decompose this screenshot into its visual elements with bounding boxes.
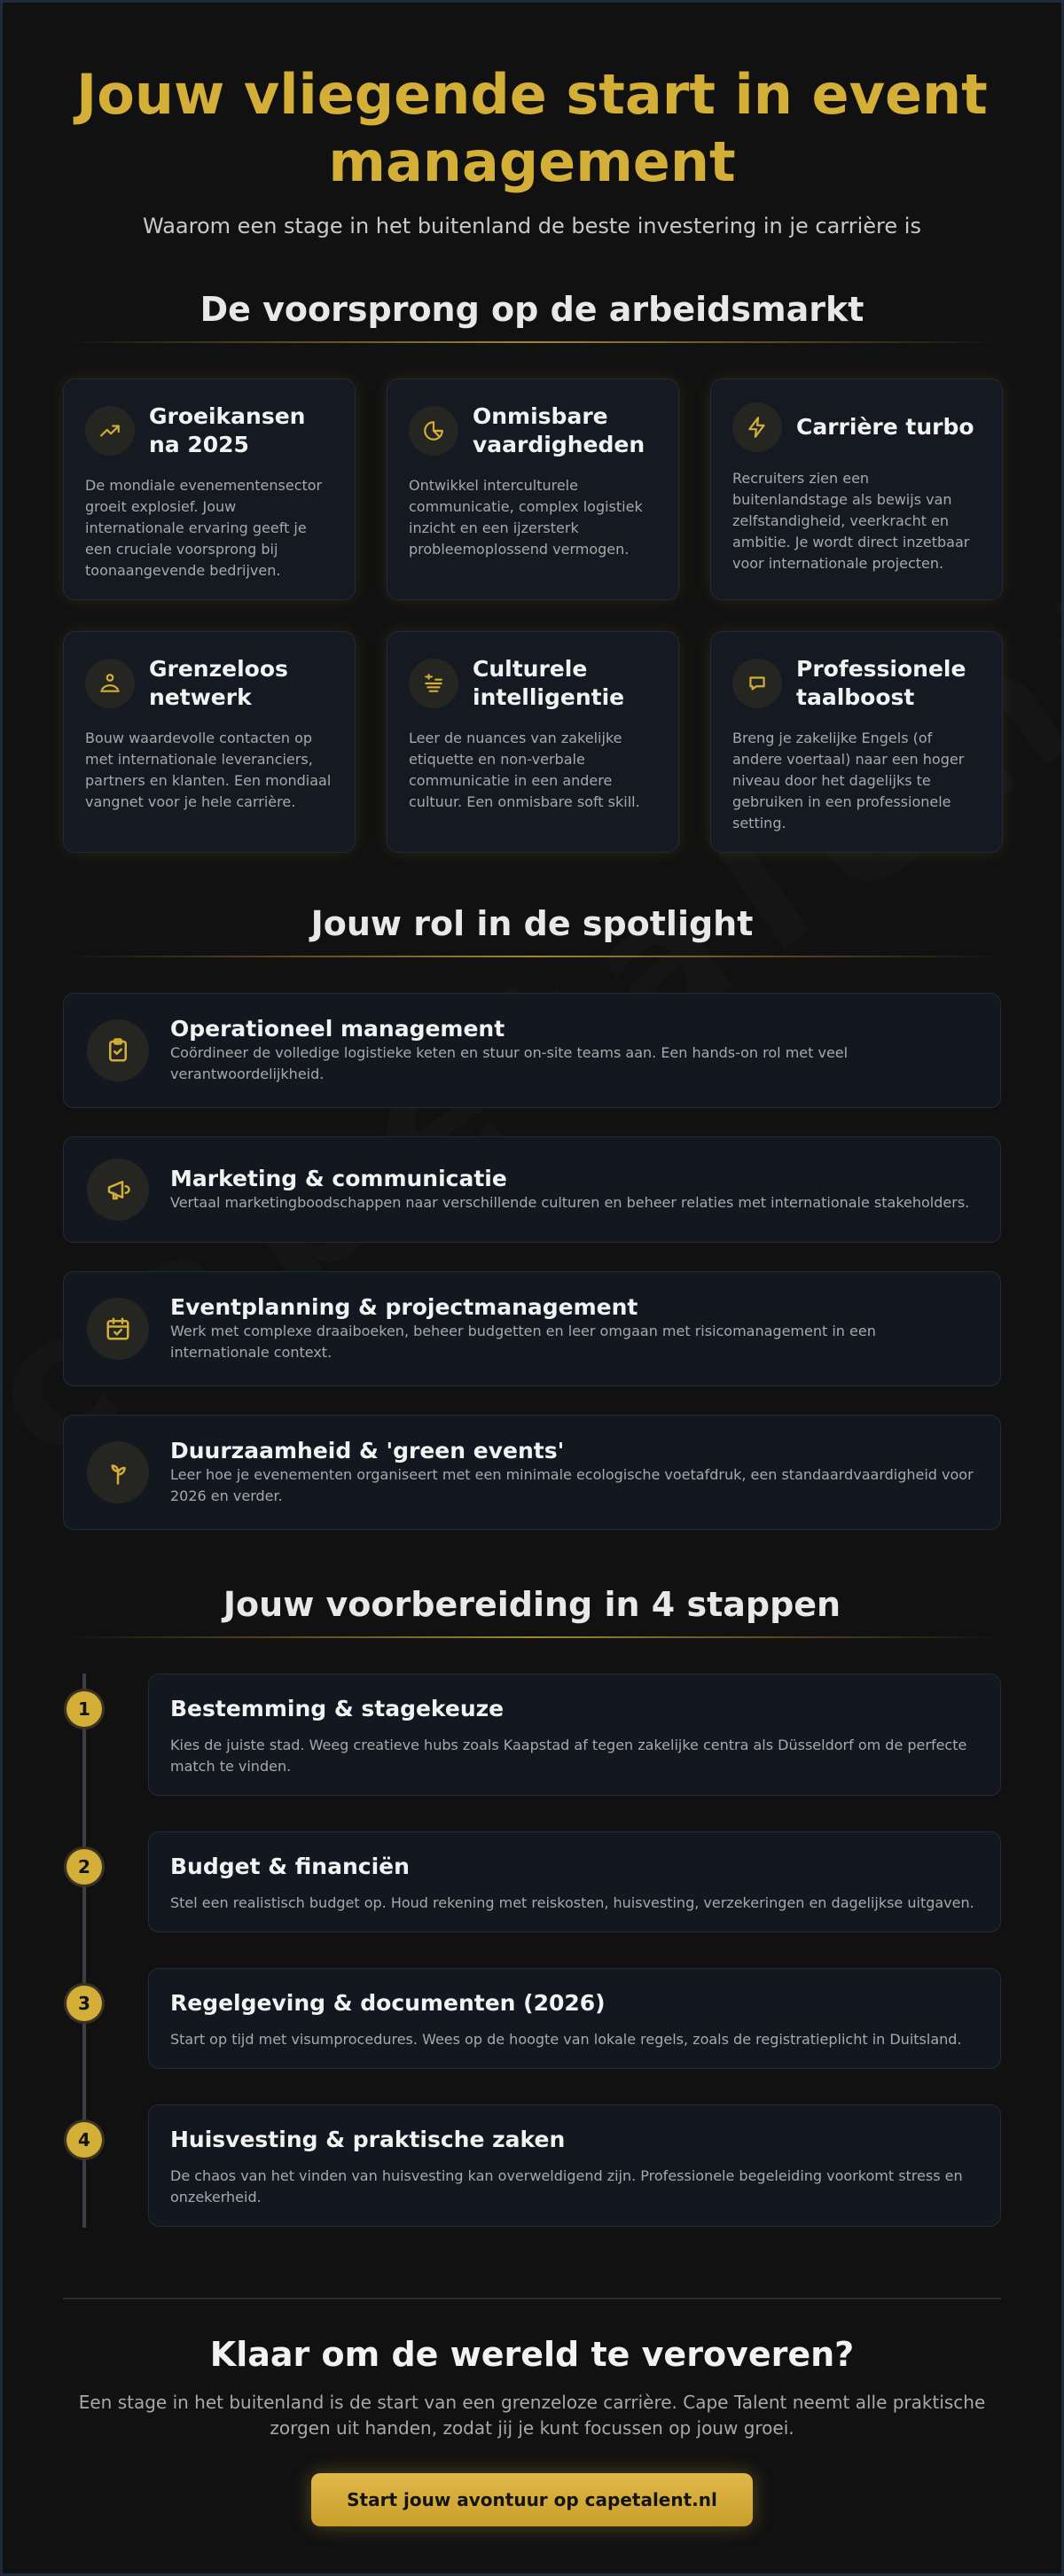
advantage-text: Recruiters zien een buitenlandstage als bewijs van zelfstandigheid, veerkracht en ambitie. Je wordt direct inzetbaar voor internationale projecten. (732, 470, 970, 572)
role-title: Operationeel management (170, 1016, 505, 1042)
advantages-section (63, 290, 1001, 853)
steps-title: Jouw voorbereiding in 4 stappen (223, 1585, 841, 1624)
section-divider (63, 341, 1003, 343)
role-text: Leer hoe je evenementen organiseert met een minimale ecologische voetafdruk, een standaardvaardigheid voor 2026 en verder. (170, 1466, 974, 1504)
pie-chart-icon (409, 406, 458, 456)
advantages-title: De voorsprong op de arbeidsmarkt (200, 290, 864, 329)
sprout-icon (87, 1441, 149, 1503)
step-item (63, 1674, 1001, 1796)
advantage-card (63, 379, 356, 600)
step-item (63, 2104, 1001, 2227)
clipboard-check-icon (87, 1019, 149, 1081)
step-number: 2 (66, 1849, 102, 1885)
page-content (3, 3, 1061, 2526)
role-card (63, 1415, 1001, 1530)
role-card (63, 993, 1001, 1108)
role-text: Werk met complexe draaiboeken, beheer budgetten en leer omgaan met risicomanagement in een internationale context. (170, 1323, 876, 1361)
step-title: Huisvesting & praktische zaken (170, 2127, 566, 2152)
role-text: Vertaal marketingboodschappen naar verschillende culturen en beheer relaties met internationale stakeholders. (170, 1194, 970, 1211)
advantage-text: Leer de nuances van zakelijke etiquette en non-verbale communicatie in een andere cultuur. Een onmisbare soft skill. (409, 730, 640, 810)
lightning-icon (732, 402, 782, 452)
step-item (63, 1968, 1001, 2069)
page-title: Jouw vliegende start in event management (76, 62, 988, 194)
step-card (148, 1831, 1001, 1932)
step-item (63, 1831, 1001, 1932)
advantage-title: Professionele taalboost (796, 656, 966, 710)
advantage-text: Ontwikkel interculturele communicatie, complex logistiek inzicht en een ijzersterk probleemoplossend vermogen. (409, 477, 643, 558)
step-title: Regelgeving & documenten (2026) (170, 1990, 606, 2016)
section-divider (63, 956, 1003, 957)
role-title: Duurzaamheid & 'green events' (170, 1438, 565, 1464)
step-text: De chaos van het vinden van huisvesting kan overweldigend zijn. Professionele begeleiding voorkomt stress en onzekerheid. (170, 2167, 963, 2205)
advantage-card (63, 631, 356, 853)
culture-icon (409, 659, 458, 708)
megaphone-icon (87, 1159, 149, 1221)
role-title: Marketing & communicatie (170, 1166, 507, 1191)
cta-title: Klaar om de wereld te veroveren? (209, 2335, 855, 2374)
advantage-title: Groeikansen na 2025 (149, 403, 306, 457)
calendar-check-icon (87, 1298, 149, 1360)
advantage-text: De mondiale evenementensector groeit explosief. Jouw internationale ervaring geeft je een cruciale voorsprong bij toonaangevende bedrijven. (85, 477, 323, 579)
step-text: Stel een realistisch budget op. Houd rekening met reiskosten, huisvesting, verzekeringen en dagelijkse uitgaven. (170, 1894, 974, 1911)
step-title: Budget & financiën (170, 1854, 410, 1879)
roles-list (63, 993, 1001, 1530)
role-card (63, 1136, 1001, 1243)
trending-up-icon (85, 406, 135, 456)
advantage-text: Breng je zakelijke Engels (of andere voertaal) naar een hoger niveau door het dagelijks te gebruiken in een professionele setting. (732, 730, 965, 831)
handshake-icon (85, 659, 135, 708)
speech-bubble-icon (732, 659, 782, 708)
steps-section (63, 1585, 1001, 2227)
step-card (148, 1674, 1001, 1796)
advantage-card (710, 379, 1003, 600)
advantage-card (387, 379, 679, 600)
step-card (148, 1968, 1001, 2069)
section-divider (63, 1636, 1003, 1638)
roles-title: Jouw rol in de spotlight (310, 904, 754, 943)
step-text: Start op tijd met visumprocedures. Wees op de hoogte van lokale regels, zoals de registratieplicht in Duitsland. (170, 2031, 962, 2048)
role-text: Coördineer de volledige logistieke keten en stuur on-site teams aan. Een hands-on rol met veel verantwoordelijkheid. (170, 1044, 849, 1082)
step-text: Kies de juiste stad. Weeg creatieve hubs zoals Kaapstad af tegen zakelijke centra als Düsseldorf om de perfecte match te vinden. (170, 1737, 967, 1775)
advantage-title: Culturele intelligentie (473, 656, 625, 710)
advantage-title: Onmisbare vaardigheden (473, 403, 645, 457)
role-title: Eventplanning & projectmanagement (170, 1294, 638, 1320)
step-title: Bestemming & stagekeuze (170, 1696, 505, 1721)
role-card (63, 1271, 1001, 1386)
advantage-card (387, 631, 679, 853)
step-number: 4 (66, 2122, 102, 2158)
cta-button[interactable]: Start jouw avontuur op capetalent.nl (311, 2473, 753, 2526)
roles-section (63, 904, 1001, 1530)
advantage-card (710, 631, 1003, 853)
cta-section (63, 2335, 1001, 2526)
cta-divider (63, 2298, 1001, 2299)
page-subtitle: Waarom een stage in het buitenland de beste investering in je carrière is (143, 214, 921, 238)
hero (63, 3, 1001, 238)
advantage-title: Carrière turbo (796, 414, 974, 440)
advantage-title: Grenzeloos netwerk (149, 656, 288, 710)
step-number: 3 (66, 1986, 102, 2021)
step-number: 1 (66, 1691, 102, 1727)
advantage-text: Bouw waardevolle contacten op met internationale leveranciers, partners en klanten. Een mondiaal vangnet voor je hele carrière. (85, 730, 332, 810)
advantages-grid (63, 379, 1001, 853)
steps-timeline (63, 1674, 1001, 2227)
step-card (148, 2104, 1001, 2227)
cta-text: Een stage in het buitenland is de start van een grenzeloze carrière. Cape Talent neemt alle praktische zorgen uit handen, zodat jij je kunt focussen op jouw groei. (78, 2392, 986, 2439)
